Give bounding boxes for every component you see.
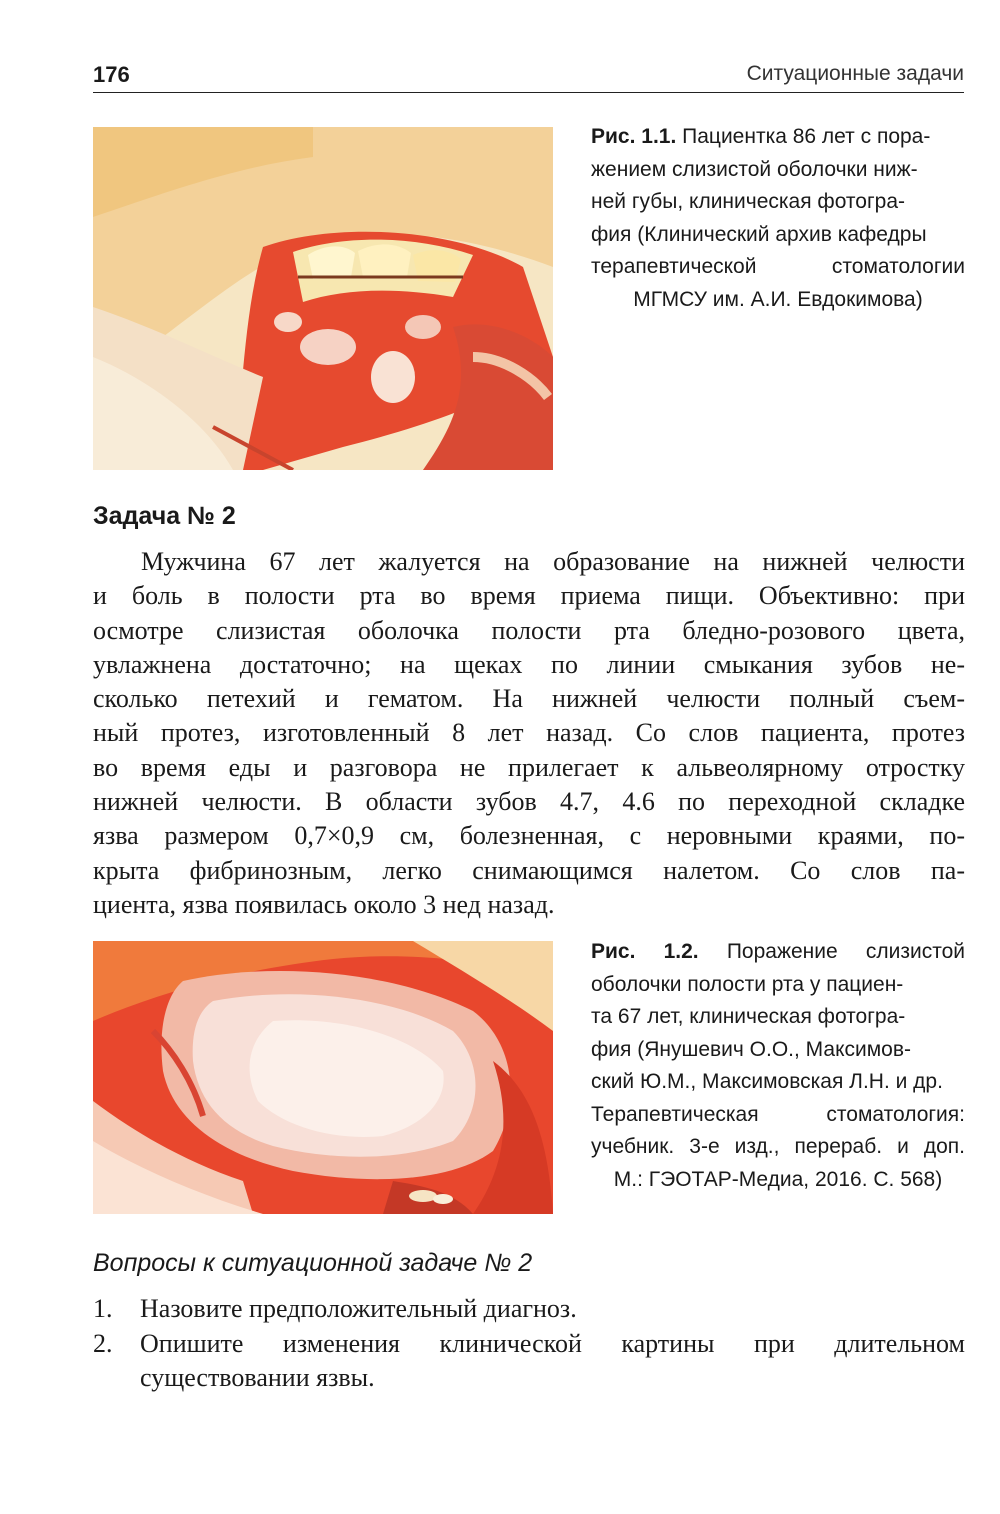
text-line: язва размером 0,7×0,9 см, болезненная, с неровными краями, по- <box>93 821 965 851</box>
figure-1-2-photo <box>93 941 553 1214</box>
caption-line: жением слизистой оболочки ниж- <box>591 157 918 181</box>
text-line: крыта фибринозным, легко снимающимся налетом. Со слов па- <box>93 855 965 885</box>
figure-label: Рис. 1.2. <box>591 940 699 963</box>
text-line: во время еды и разговора не прилегает к альвеолярному отростку <box>93 752 965 782</box>
text-line: циента, язва появилась около 3 нед назад. <box>93 889 555 919</box>
caption-line: М.: ГЭОТАР-Медиа, 2016. С. 568) <box>613 1167 943 1191</box>
running-title: Ситуационные задачи <box>746 62 964 85</box>
list-item <box>93 1327 965 1396</box>
question-text: Назовите предположительный диагноз. <box>140 1294 577 1323</box>
caption-line: фия (Янушевич О.О., Максимов- <box>591 1037 911 1061</box>
page-header <box>93 56 964 93</box>
caption-line: ский Ю.М., Максимовская Л.Н. и др. <box>591 1070 943 1093</box>
text-line: Мужчина 67 лет жалуется на образование на нижней челюсти <box>141 547 965 576</box>
caption-line: Рис. 1.1. Пациентка 86 лет с пора- <box>591 125 931 148</box>
page-number: 176 <box>93 62 130 87</box>
questions-heading: Вопросы к ситуационной задаче № 2 <box>93 1249 533 1277</box>
figure-1-1-caption <box>591 121 965 316</box>
task-text <box>93 545 965 922</box>
list-item <box>93 1292 965 1327</box>
caption-line: оболочки полости рта у пациен- <box>591 972 904 996</box>
text-line: и боль в полости рта во время приема пищи. Объективно: при <box>93 581 965 611</box>
text-line: увлажнена достаточно; на щеках по линии смыкания зубов не- <box>93 649 965 679</box>
list-number: 2. <box>93 1328 113 1358</box>
text-line: ный протез, изготовленный 8 лет назад. Со слов пациента, протез <box>93 718 965 748</box>
question-text: Опишите изменения клинической картины при длительном <box>140 1328 965 1358</box>
caption-line: Терапевтическая стоматология: <box>591 1102 965 1126</box>
caption-line: фия (Клинический архив кафедры <box>591 222 927 246</box>
caption-line: ней губы, клиническая фотогра- <box>591 190 905 213</box>
text-line: сколько петехий и гематом. На нижней челюсти полный съем- <box>93 684 965 714</box>
caption-line: МГМСУ им. А.И. Евдокимова) <box>633 287 923 311</box>
caption-line: Рис. 1.2. Поражение слизистой <box>591 940 966 963</box>
text-line: осмотре слизистая оболочка полости рта бледно-розового цвета, <box>93 615 965 645</box>
caption-line: учебник. 3-е изд., перераб. и доп. <box>591 1135 965 1158</box>
questions-list <box>93 1292 965 1396</box>
text-line: нижней челюсти. В области зубов 4.7, 4.6 по переходной складке <box>93 787 965 817</box>
task-heading: Задача № 2 <box>93 502 236 530</box>
list-number: 1. <box>93 1294 113 1323</box>
figure-1-1-photo <box>93 127 553 470</box>
figure-label: Рис. 1.1. <box>591 125 677 148</box>
question-text: существовании язвы. <box>140 1363 375 1392</box>
caption-line: та 67 лет, клиническая фотогра- <box>591 1005 906 1028</box>
caption-line: терапевтической стоматологии <box>591 255 965 278</box>
figure-1-2-caption <box>591 936 965 1196</box>
